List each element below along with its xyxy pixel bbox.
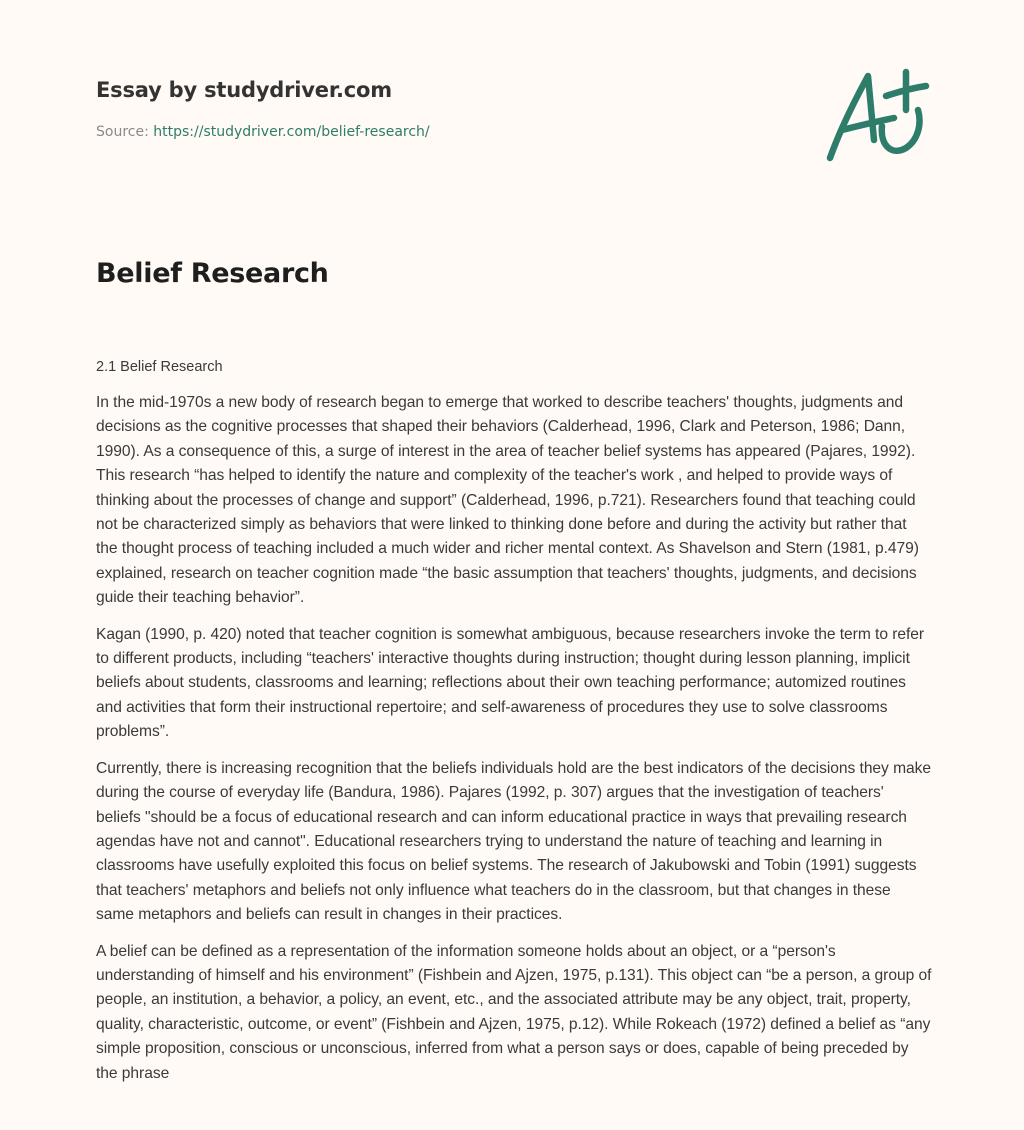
- section-subheading: 2.1 Belief Research: [96, 359, 223, 375]
- essay-body: [96, 355, 932, 1098]
- source-line: [96, 122, 796, 142]
- paragraph: Currently, there is increasing recognition that the beliefs individuals hold are the best indicators of the decisions they make during the course of everyday life (Bandura, 1986). Pajares (1992, p. 307) argues that the investigation of teachers' beliefs "should be a focus of educational research and can inform educational practice in ways that prevailing research agendas have not and cannot". Educational researchers trying to understand the nature of teaching and learning in classrooms have usefully exploited this focus on belief systems. The research of Jakubowski and Tobin (1991) suggests that teachers' metaphors and beliefs not only influence what teachers do in the classroom, but that changes in these same metaphors and beliefs can result in changes in their practices.: [96, 759, 932, 924]
- paragraph: In the mid-1970s a new body of research began to emerge that worked to describe teachers' thoughts, judgments and decisions as the cognitive processes that shaped their behaviors (Calderhead, 1996, Clark and Peterson, 1986; Dann, 1990). As a consequence of this, a surge of interest in the area of teacher belief systems has appeared (Pajares, 1992). This research “has helped to identify the nature and complexity of the teacher's work , and helped to provide ways of thinking about the processes of change and support” (Calderhead, 1996, p.721). Researchers found that teaching could not be characterized simply as behaviors that were linked to thinking done before and during the activity but rather that the thought process of teaching included a much wider and richer mental context. As Shavelson and Stern (1981, p.479) explained, research on teacher cognition made “the basic assumption that teachers' thoughts, judgments, and decisions guide their teaching behavior”.: [96, 394, 919, 607]
- a-plus-grade-icon: [822, 68, 930, 166]
- source-link[interactable]: https://studydriver.com/belief-research/: [153, 124, 430, 140]
- paragraph: A belief can be defined as a representation of the information someone holds about an object, or a “person's understanding of himself and his environment” (Fishbein and Ajzen, 1975, p.131). This object can “be a person, a group of people, an institution, a behavior, a policy, an event, etc., and the associated attribute may be any object, trait, property, quality, characteristic, outcome, or event” (Fishbein and Ajzen, 1975, p.12). While Rokeach (1972) defined a belief as “any simple proposition, conscious or unconscious, inferred from what a person says or does, capable of being preceded by the phrase: [96, 942, 932, 1082]
- site-title: Essay by studydriver.com: [96, 78, 392, 102]
- source-label: Source:: [96, 124, 149, 140]
- paragraph: Kagan (1990, p. 420) noted that teacher cognition is somewhat ambiguous, because researchers invoke the term to refer to different products, including “teachers' interactive thoughts during instruction; thought during lesson planning, implicit beliefs about students, classrooms and learning; reflections about their own teaching performance; automized routines and activities that form their instructional repertoire; and self-awareness of procedures they use to solve classrooms problems”.: [96, 625, 925, 741]
- essay-header: [96, 76, 796, 142]
- page-title: Belief Research: [96, 258, 329, 289]
